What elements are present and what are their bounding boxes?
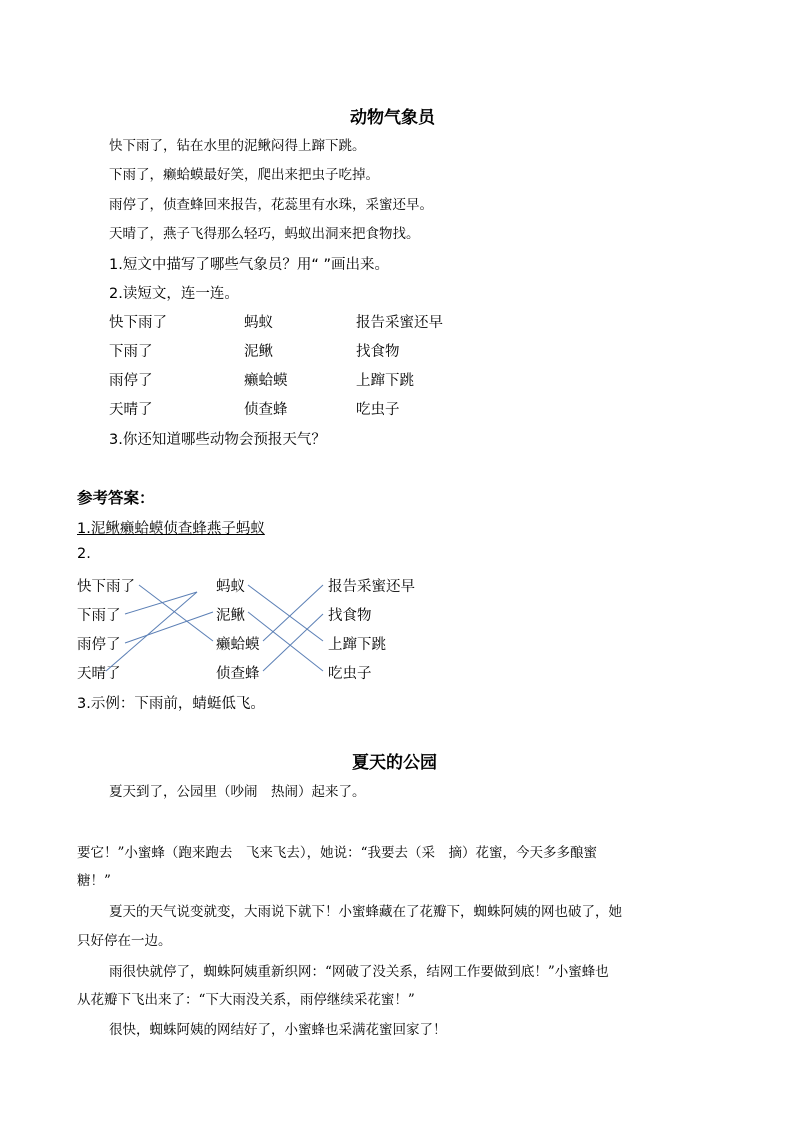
poem-line: 雨停了，侦查蜂回来报告，花蕊里有水珠，采蜜还早。: [109, 197, 433, 213]
poem-line: 天晴了，燕子飞得那么轻巧，蚂蚁出洞来把食物找。: [109, 226, 420, 242]
poem-line: 下雨了，癞蛤蟆最好笑，爬出来把虫子吃掉。: [109, 167, 379, 183]
story-line: 要它！”小蜜蜂（跑来跑去 飞来飞去），她说：“我要去（采 摘）花蜜，今天多多酿蜜: [77, 845, 598, 861]
answer-right-item: 吃虫子: [328, 666, 372, 682]
match-right-item: 报告采蜜还早: [356, 315, 443, 331]
match-right-item: 吃虫子: [356, 402, 400, 418]
section-title: 动物气象员: [350, 108, 435, 128]
match-right-item: 找食物: [356, 344, 400, 360]
match-line: [263, 585, 323, 641]
answer-right-item: 报告采蜜还早: [328, 579, 415, 595]
answer-right-item: 上蹿下跳: [328, 637, 386, 653]
answer-left-item: 下雨了: [77, 608, 121, 624]
answer-right-item: 找食物: [328, 608, 372, 624]
story-line: 很快，蜘蛛阿姨的网结好了，小蜜蜂也采满花蜜回家了！: [109, 1022, 447, 1038]
answer-middle-item: 泥鳅: [216, 608, 245, 624]
match-left-item: 雨停了: [109, 373, 153, 389]
answers-heading: 参考答案：: [77, 489, 155, 507]
question-3: 3.你还知道哪些动物会预报天气？: [109, 432, 326, 448]
answer-middle-item: 蚂蚁: [216, 579, 245, 595]
match-left-item: 快下雨了: [109, 315, 167, 331]
answer-1: 1.泥鳅癞蛤蟆侦查蜂燕子蚂蚁: [77, 521, 265, 537]
poem-line: 快下雨了，钻在水里的泥鳅闷得上蹿下跳。: [109, 138, 366, 154]
answer-3: 3.示例：下雨前，蜻蜓低飞。: [77, 696, 265, 712]
story-line: 从花瓣下飞出来了：“下大雨没关系，雨停继续采花蜜！”: [77, 992, 415, 1008]
match-left-item: 下雨了: [109, 344, 153, 360]
story-line: 糖！”: [77, 873, 111, 889]
match-middle-item: 泥鳅: [244, 344, 273, 360]
match-middle-item: 蚂蚁: [244, 315, 273, 331]
match-middle-item: 侦查蜂: [244, 402, 288, 418]
answer-left-item: 快下雨了: [77, 579, 135, 595]
answer-left-item: 天晴了: [77, 666, 121, 682]
answer-middle-item: 癞蛤蟆: [216, 637, 260, 653]
match-middle-item: 癞蛤蟆: [244, 373, 288, 389]
section-title-2: 夏天的公园: [352, 753, 437, 773]
story-line: 只好停在一边。: [77, 933, 172, 949]
answer-2-label: 2.: [77, 546, 91, 562]
match-line: [263, 614, 323, 671]
story-line: 夏天到了，公园里（吵闹 热闹）起来了。: [109, 784, 366, 800]
match-right-item: 上蹿下跳: [356, 373, 414, 389]
match-line: [248, 612, 323, 671]
match-line: [248, 585, 323, 641]
question-1: 1.短文中描写了哪些气象员？用“ ”画出来。: [109, 257, 389, 273]
match-line: [106, 592, 197, 671]
answer-left-item: 雨停了: [77, 637, 121, 653]
story-line: 夏天的天气说变就变，大雨说下就下！小蜜蜂藏在了花瓣下，蜘蛛阿姨的网也破了，她: [109, 904, 622, 920]
answer-middle-item: 侦查蜂: [216, 666, 260, 682]
question-2: 2.读短文，连一连。: [109, 286, 239, 302]
story-line: 雨很快就停了，蜘蛛阿姨重新织网：“网破了没关系，结网工作要做到底！”小蜜蜂也: [109, 964, 609, 980]
match-left-item: 天晴了: [109, 402, 153, 418]
match-line: [125, 592, 197, 614]
